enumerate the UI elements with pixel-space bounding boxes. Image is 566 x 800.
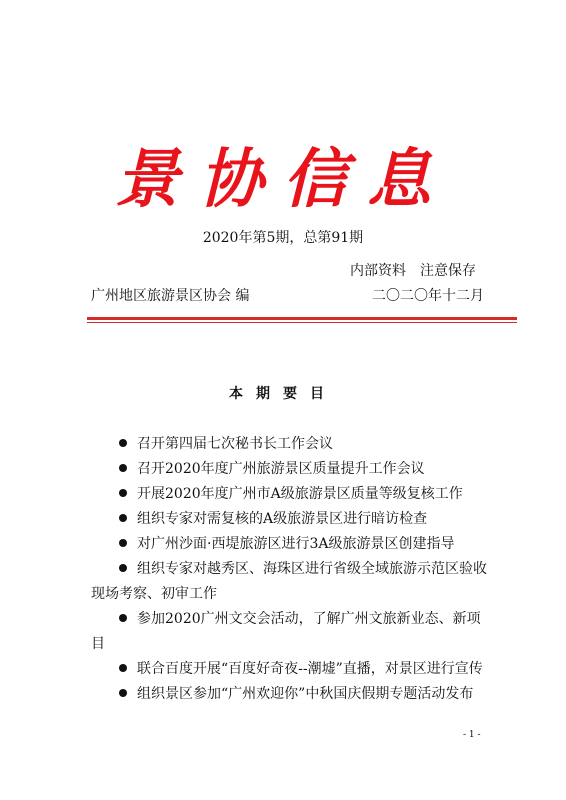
- list-item: [91, 682, 487, 707]
- list-item: [91, 482, 487, 507]
- header-rule-thick: [87, 317, 517, 320]
- bullet-icon: [119, 439, 127, 447]
- issue-number: 2020年第5期，总第91期: [202, 230, 364, 246]
- contents-title: 本期要目: [229, 386, 337, 402]
- list-item-text: 组织景区参加“广州欢迎你”中秋国庆假期专题活动发布: [137, 686, 474, 702]
- page-number: - 1 -: [463, 730, 481, 740]
- bullet-icon: [119, 464, 127, 472]
- list-item-text: 参加2020广州文交会活动，了解广州文旅新业态、新项目: [91, 611, 481, 652]
- contents-list: [91, 432, 487, 707]
- list-item: [91, 507, 487, 532]
- list-item-text: 对广州沙面·西堤旅游区进行3A级旅游景区创建指导: [137, 536, 455, 552]
- list-item-text: 组织专家对越秀区、海珠区进行省级全域旅游示范区验收现场考察、初审工作: [91, 561, 487, 602]
- list-item-text: 召开2020年度广州旅游景区质量提升工作会议: [137, 461, 425, 477]
- list-item: [91, 532, 487, 557]
- bullet-icon: [119, 564, 127, 572]
- list-item: [91, 607, 487, 657]
- list-item-text: 开展2020年度广州市A级旅游景区质量等级复核工作: [137, 486, 463, 502]
- bullet-icon: [119, 689, 127, 697]
- masthead-title: 景协信息: [115, 142, 451, 217]
- list-item: [91, 432, 487, 457]
- header-rule-thin: [87, 322, 517, 323]
- list-item-text: 组织专家对需复核的A级旅游景区进行暗访检查: [137, 511, 428, 527]
- list-item-text: 召开第四届七次秘书长工作会议: [137, 436, 333, 452]
- list-item: [91, 657, 487, 682]
- editor-line: 广州地区旅游景区协会 编: [91, 288, 250, 304]
- bullet-icon: [119, 489, 127, 497]
- list-item: [91, 557, 487, 607]
- internal-notice: 内部资料 注意保存: [350, 263, 476, 279]
- bullet-icon: [119, 514, 127, 522]
- bullet-icon: [119, 614, 127, 622]
- list-item-text: 联合百度开展“百度好奇夜--潮墟”直播，对景区进行宣传: [137, 661, 483, 677]
- bullet-icon: [119, 539, 127, 547]
- list-item: [91, 457, 487, 482]
- publication-date: 二〇二〇年十二月: [372, 288, 484, 304]
- bullet-icon: [119, 664, 127, 672]
